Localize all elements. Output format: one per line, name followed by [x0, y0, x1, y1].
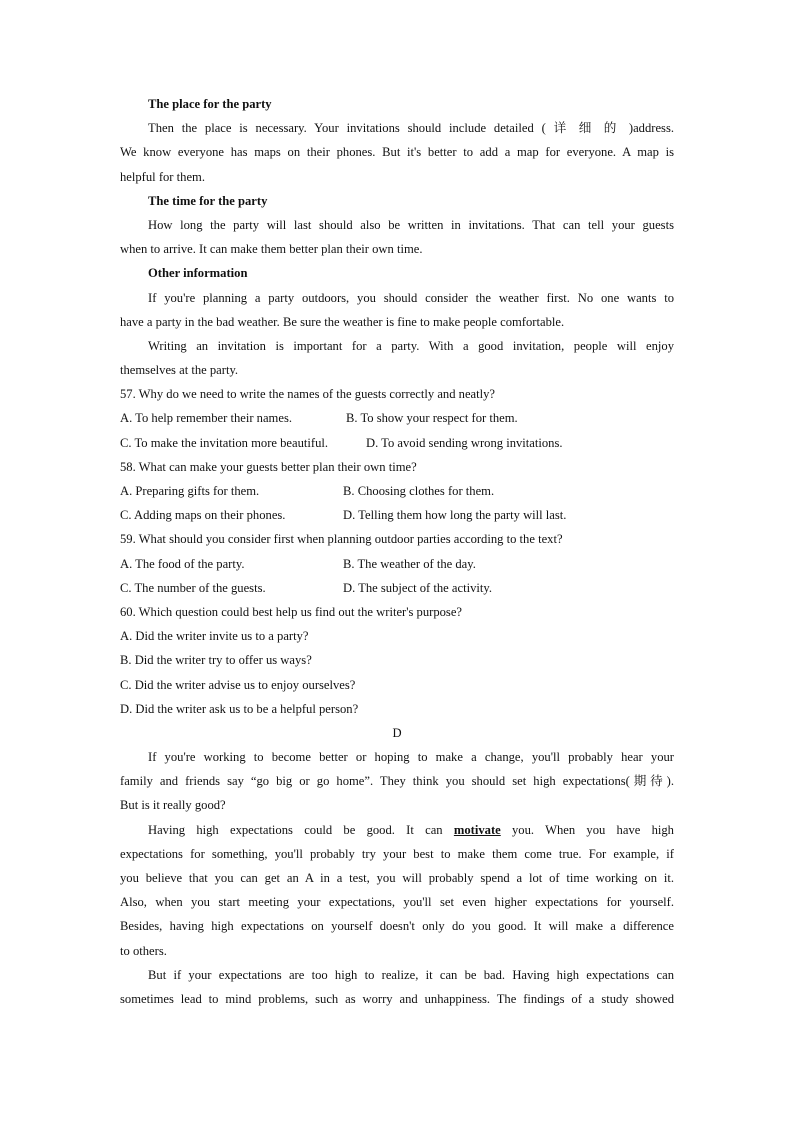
paragraph-line: Also, when you start meeting your expectations, you'll set even higher expectations for yourself. [120, 895, 674, 910]
option-a: A. The food of the party. [120, 556, 245, 571]
paragraph-line: to others. [120, 943, 167, 958]
question-57-options-row1 [120, 406, 674, 430]
paragraph-line: you believe that you can get an A in a test, you will probably spend a lot of time working on it. [120, 871, 674, 885]
option-a: A. To help remember their names. [120, 411, 292, 426]
option-d: D. Did the writer ask us to be a helpful person? [120, 701, 359, 716]
option-c: C. The number of the guests. [120, 580, 266, 595]
question-59-options-row1 [120, 552, 674, 576]
question-60-stem: 60. Which question could best help us find out the writer's purpose? [120, 604, 463, 619]
option-c: C. Did the writer advise us to enjoy ourselves? [120, 677, 356, 692]
option-b: B. Choosing clothes for them. [343, 484, 495, 498]
text-run: you. When you have high [512, 822, 674, 837]
option-a: A. Did the writer invite us to a party? [120, 629, 309, 644]
paragraph-line: when to arrive. It can make them better plan their own time. [120, 242, 423, 257]
paragraph-line: sometimes lead to mind problems, such as worry and unhappiness. The findings of a study showed [120, 991, 674, 1006]
question-58-stem: 58. What can make your guests better plan their own time? [120, 459, 417, 474]
paragraph-line: Besides, having high expectations on yourself doesn't only do you good. It will make a difference [120, 919, 674, 934]
question-57-options-row2 [120, 431, 674, 455]
option-b: B. To show your respect for them. [346, 411, 518, 426]
paragraph-line: But is it really good? [120, 798, 226, 813]
paragraph-line [120, 818, 674, 842]
option-a: A. Preparing gifts for them. [120, 484, 260, 498]
option-b: B. The weather of the day. [343, 556, 476, 571]
section-heading-place: The place for the party [148, 97, 272, 111]
paragraph-line: have a party in the bad weather. Be sure the weather is fine to make people comfortable. [120, 314, 565, 329]
passage-letter: D [392, 725, 402, 740]
option-c: C. Adding maps on their phones. [120, 508, 286, 523]
paragraph-line: If you're planning a party outdoors, you should consider the weather first. No one wants to [148, 290, 674, 305]
paragraph-line: Writing an invitation is important for a party. With a good invitation, people will enjoy [148, 338, 674, 353]
section-heading-other: Other information [148, 266, 248, 281]
paragraph-line: Then the place is necessary. Your invitations should include detailed ( 详 细 的 )address. [148, 121, 674, 136]
option-d: D. Telling them how long the party will last. [343, 508, 567, 523]
question-59-stem: 59. What should you consider first when planning outdoor parties according to the text? [120, 532, 563, 547]
paragraph-line: How long the party will last should also be written in invitations. That can tell your guests [148, 217, 674, 232]
option-d: D. To avoid sending wrong invitations. [366, 435, 563, 450]
option-c: C. To make the invitation more beautiful. [120, 435, 329, 450]
option-b: B. Did the writer try to offer us ways? [120, 653, 312, 668]
underlined-word: motivate [453, 822, 501, 837]
question-58-options-row1 [120, 479, 674, 503]
document-page [120, 92, 674, 1011]
paragraph-line: We know everyone has maps on their phones. But it's better to add a map for everyone. A map is [120, 145, 674, 160]
question-58-options-row2 [120, 503, 674, 527]
paragraph-line: family and friends say “go big or go home”. They think you should set high expectations(期待). [120, 774, 674, 789]
option-d: D. The subject of the activity. [343, 580, 492, 595]
paragraph-line: But if your expectations are too high to realize, it can be bad. Having high expectations can [148, 967, 674, 982]
paragraph-line: If you're working to become better or hoping to make a change, you'll probably hear your [148, 750, 674, 765]
section-heading-time: The time for the party [148, 193, 268, 208]
paragraph-line: themselves at the party. [120, 363, 239, 378]
question-57-stem: 57. Why do we need to write the names of the guests correctly and neatly? [120, 387, 496, 402]
paragraph-line: expectations for something, you'll probably try your best to make them come true. For example, if [120, 846, 674, 861]
text-run: Having high expectations could be good. It can [148, 822, 443, 837]
paragraph-line: helpful for them. [120, 169, 205, 184]
question-59-options-row2 [120, 576, 674, 600]
